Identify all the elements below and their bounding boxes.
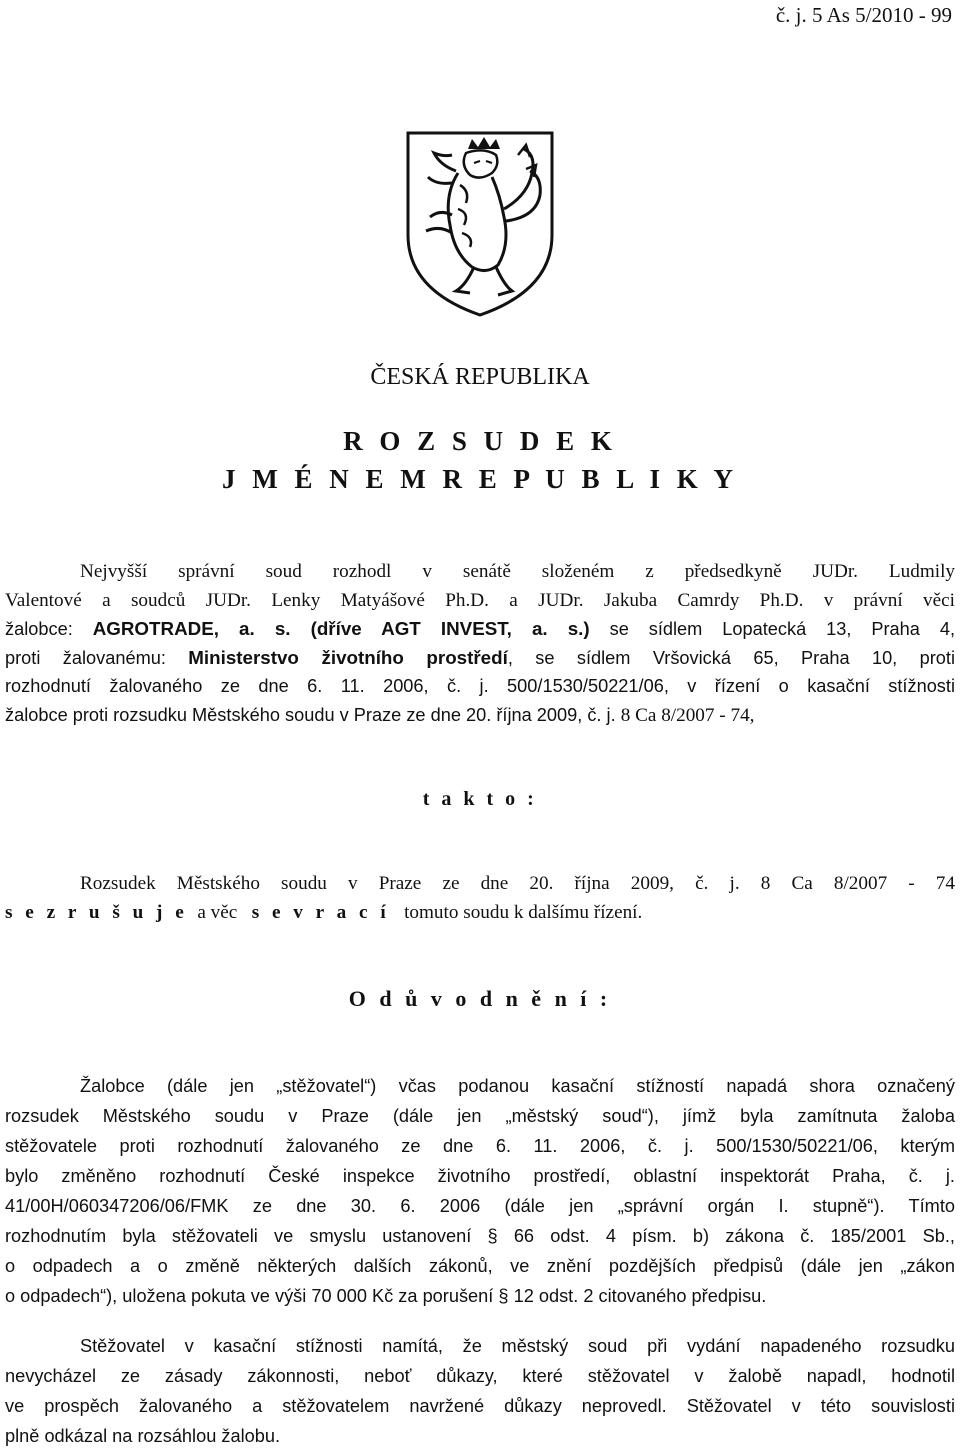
- para-line: o odpadech a o změně některých dalších zákonů, ve znění pozdějších předpisů (dále jen „zákon: [5, 1256, 955, 1276]
- intro-line: Valentové a soudců JUDr. Lenky Matyášové Ph.D. a JUDr. Jakuba Camrdy Ph.D. v právní věci: [5, 589, 955, 611]
- coat-of-arms-emblem: [400, 125, 560, 320]
- judgment-subtitle: J M É N E M R E P U B L I K Y: [221, 464, 739, 494]
- para-line: o odpadech“), uložena pokuta ve výši 70 000 Kč za porušení § 12 odst. 2 citovaného předpisu.: [5, 1286, 767, 1306]
- verdict-line: s e z r u š u j e a věc s e v r a c í tomuto soudu k dalšímu řízení.: [5, 901, 643, 923]
- intro-paragraph: [5, 558, 955, 731]
- plaintiff-name: AGROTRADE, a. s. (dříve AGT INVEST, a. s.): [92, 618, 590, 640]
- lion-icon: [400, 125, 560, 320]
- verdict-line: Rozsudek Městského soudu v Praze ze dne 20. října 2009, č. j. 8 Ca 8/2007 - 74: [80, 873, 955, 894]
- intro-line: proti žalovanému: Ministerstvo životního prostředí, se sídlem Vršovická 65, Praha 10, proti: [5, 646, 956, 668]
- ruling-marker: t a k t o :: [422, 788, 538, 810]
- verdict-returns: s e v r a c í: [251, 901, 390, 923]
- para-line: ve prospěch žalovaného a stěžovatelem navržené důkazy neprovedl. Stěžovatel v této souvislosti: [5, 1396, 955, 1416]
- para-line: rozhodnutím byla stěžovateli ve smyslu ustanovení § 66 odst. 4 písm. b) zákona č. 185/2001 Sb.,: [5, 1226, 955, 1246]
- intro-line: rozhodnutí žalovaného ze dne 6. 11. 2006, č. j. 500/1530/50221/06, v řízení o kasační stížnosti: [5, 676, 955, 697]
- para-line: plně odkázal na rozsáhlou žalobu.: [5, 1426, 281, 1446]
- reasoning-paragraph-2: [5, 1331, 955, 1451]
- defendant-name: Ministerstvo životního prostředí: [188, 646, 508, 668]
- para-line: stěžovatele proti rozhodnutí žalovaného ze dne 6. 11. 2006, č. j. 500/1530/50221/06, kterým: [5, 1136, 955, 1156]
- reasoning-paragraph-1: [5, 1071, 955, 1311]
- verdict-paragraph: [5, 870, 955, 927]
- reasoning-heading: O d ů v o d n ě n í :: [348, 986, 612, 1011]
- country-name: ČESKÁ REPUBLIKA: [370, 364, 590, 390]
- para-line: Žalobce (dále jen „stěžovatel“) včas podanou kasační stížností napadá shora označený: [80, 1076, 955, 1096]
- para-line: nevycházel ze zásady zákonnosti, neboť důkazy, které stěžovatel v žalobě napadl, hodnotil: [5, 1366, 955, 1386]
- intro-line: žalobce proti rozsudku Městského soudu v Praze ze dne 20. října 2009, č. j. 8 Ca 8/2007 - 74,: [5, 704, 755, 726]
- para-line: Stěžovatel v kasační stížnosti namítá, že městský soud při vydání napadeného rozsudku: [80, 1336, 955, 1356]
- para-line: rozsudek Městského soudu v Praze (dále jen „městský soud“), jímž byla zamítnuta žaloba: [5, 1106, 955, 1126]
- judgment-title: R O Z S U D E K: [343, 426, 617, 456]
- verdict-annuls: s e z r u š u j e: [5, 901, 188, 923]
- para-line: bylo změněno rozhodnutí České inspekce životního prostředí, oblastní inspektorát Praha, č. j.: [5, 1166, 955, 1186]
- intro-line: žalobce: AGROTRADE, a. s. (dříve AGT INVEST, a. s.) se sídlem Lopatecká 13, Praha 4,: [5, 618, 955, 640]
- intro-line: Nejvyšší správní soud rozhodl v senátě složeném z předsedkyně JUDr. Ludmily: [80, 561, 955, 582]
- case-reference: č. j. 5 As 5/2010 - 99: [775, 3, 952, 27]
- para-line: 41/00H/060347206/06/FMK ze dne 30. 6. 2006 (dále jen „správní orgán I. stupně“). Tímto: [5, 1196, 955, 1216]
